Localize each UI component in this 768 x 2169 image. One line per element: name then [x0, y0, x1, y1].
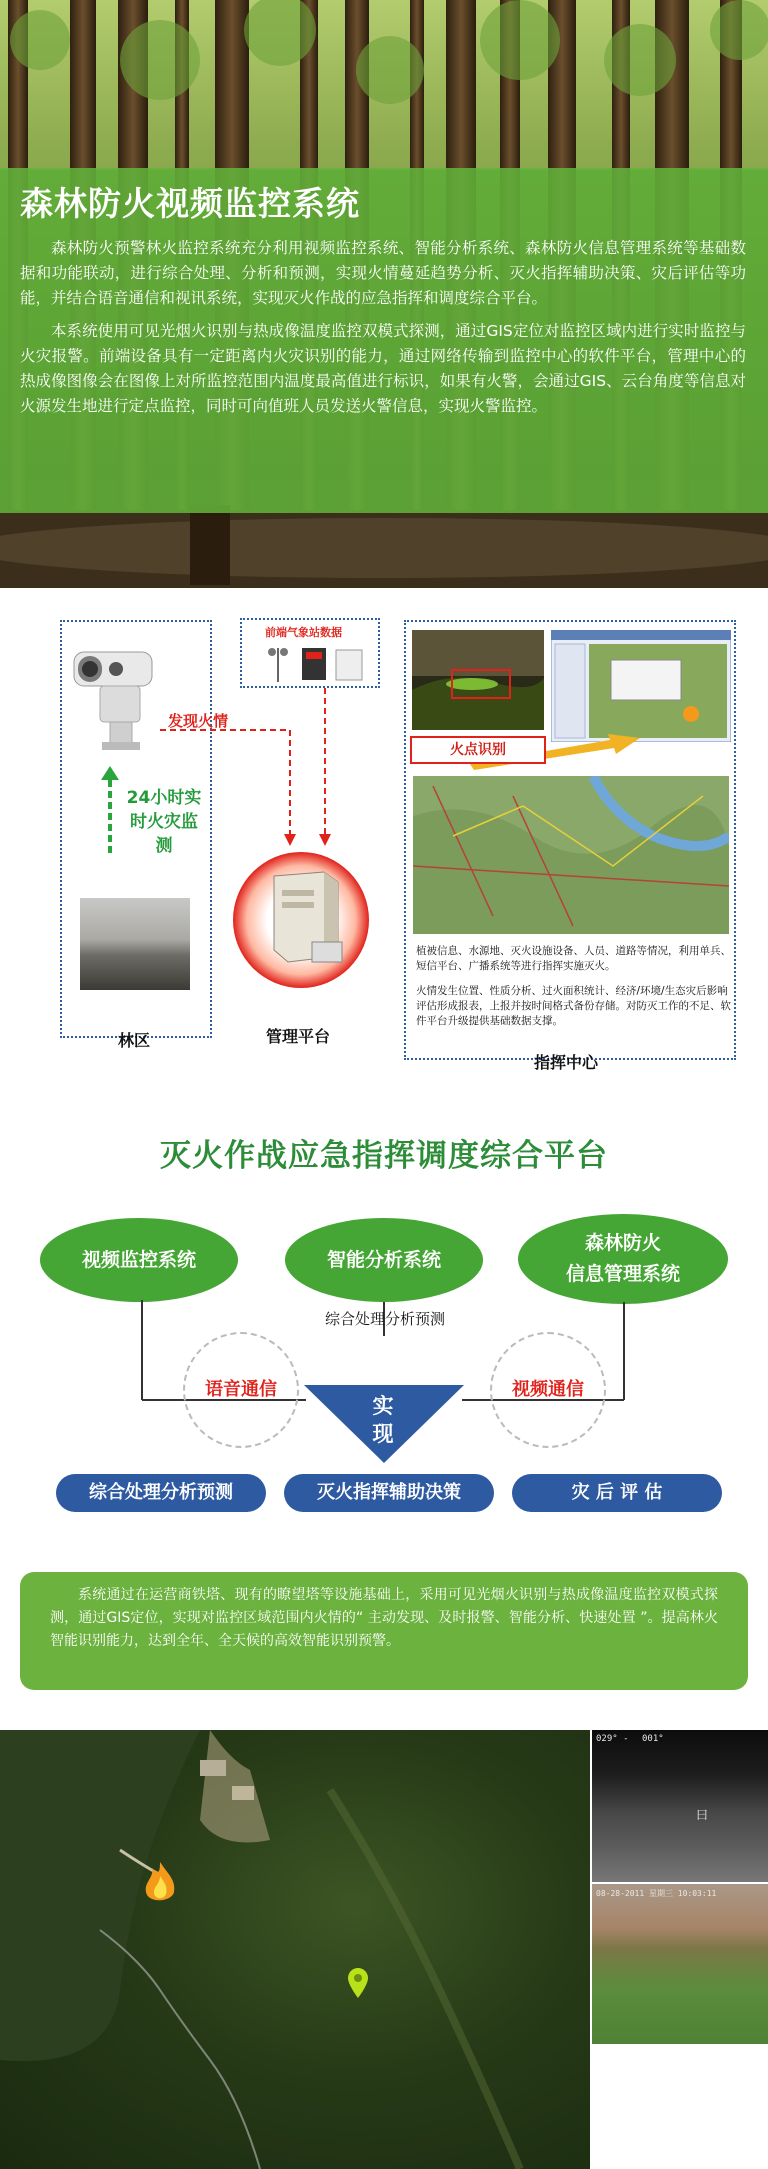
oval-intelligent-analysis: [285, 1218, 483, 1302]
fire-night-photo: [412, 630, 544, 730]
fire-found-label: 发现火情: [168, 712, 229, 730]
intro-paragraph-1: 森林防火预警林火监控系统充分利用视频监控系统、智能分析系统、森林防火信息管理系统等基础数据和功能联动，进行综合处理、分析和预测，实现火情蔓延趋势分析、灭火指挥辅助决策、灾后评估等功能，并结合语音通信和视讯系统，实现灭火作战的应急指挥和调度综合平台。: [20, 239, 746, 307]
forest-label: 林区: [118, 1031, 151, 1050]
weather-station-icon: [258, 642, 368, 684]
output-command-decision: 灭火指挥辅助决策: [284, 1474, 494, 1512]
output-post-disaster-evaluation: 灾 后 评 估: [512, 1474, 722, 1512]
realize-char-2: 现: [372, 1422, 394, 1446]
integrated-analysis-label: 综合处理分析预测: [324, 1310, 445, 1328]
page-title: 森林防火视频监控系统: [20, 184, 360, 223]
software-screenshot: [551, 630, 731, 742]
weather-station-label: 前端气象站数据: [265, 626, 342, 639]
command-center-label: 指挥中心: [534, 1053, 599, 1072]
realize-char-1: 实: [372, 1394, 394, 1418]
summary-box: 系统通过在运营商铁塔、现有的瞭望塔等设施基础上，采用可见光烟火识别与热成像温度监控双模式探测，通过GIS定位，实现对监控区域范围内火情的“ 主动发现、及时报警、智能分析、快速处置 ”。提高林火智能识别能力，达到全年、全天候的高效智能识别预警。: [20, 1572, 748, 1690]
intro-paragraph-2: 本系统使用可见光烟火识别与热成像温度监控双模式探测，通过GIS定位对监控区域内进行实时监控与火灾报警。前端设备具有一定距离内火灾识别的能力，通过网络传输到监控中心的软件平台，管理中心的热成像图像会在图像上对所监控范围内温度最高值进行标识，如果有火警，会通过GIS、云台角度等信息对火源发生地进行定点监控，同时可向值班人员发送火警信息，实现火警监控。: [20, 322, 746, 415]
oval-forest-fire-info: [518, 1214, 728, 1304]
platform-label: 管理平台: [266, 1027, 331, 1046]
voice-communication-label: 语音通信: [183, 1332, 299, 1448]
thermal-osd-angle-left: 029° -: [596, 1734, 629, 1744]
ptz-camera-icon: [70, 642, 170, 754]
aerial-satellite-image: [0, 1730, 590, 2169]
output-integrated-analysis: 综合处理分析预测: [56, 1474, 266, 1512]
video-communication-label: 视频通信: [490, 1332, 606, 1448]
server-icon: [226, 850, 376, 990]
monitor-24h-line-1: 24小时实: [126, 788, 202, 808]
platform-title: 灭火作战应急指挥调度综合平台: [160, 1138, 608, 1174]
oval-intelligent-analysis-label: 智能分析系统: [326, 1249, 441, 1271]
visible-camera-image: [592, 1884, 768, 2044]
visible-osd-timestamp: 08-28-2011 星期三 10:03:11: [596, 1889, 717, 1898]
system-architecture-diagram: [0, 580, 768, 1090]
hero-text-panel: [0, 168, 768, 513]
forest-night-photo: [80, 898, 190, 990]
monitor-24h-line-2: 时火灾监: [130, 812, 198, 832]
oval-forest-fire-info-line-2: 信息管理系统: [565, 1263, 680, 1285]
location-pin-icon: [348, 1968, 368, 1998]
gis-map-image: [413, 776, 729, 934]
monitor-24h-line-3: 测: [155, 836, 173, 856]
satellite-terrain: [0, 1730, 590, 2169]
oval-video-monitoring: [40, 1218, 238, 1302]
hero-banner: [0, 0, 768, 588]
thermal-target-mark: 曰: [696, 1808, 709, 1822]
oval-video-monitoring-label: 视频监控系统: [81, 1249, 196, 1271]
fire-point-label: 火点识别: [410, 736, 546, 764]
command-text-1: 植被信息、水源地、灭火设施设备、人员、道路等情况，利用单兵、短信平台、广播系统等进行指挥实施灭火。: [416, 945, 731, 972]
upward-arrow-icon: [101, 766, 119, 856]
command-text-2: 火情发生位置、性质分析、过火面积统计、经济/环境/生态灾后影响评估形成报表，上报并按时间格式备份存储。对防灭工作的不足、软件平台升级提供基础数据支撑。: [416, 985, 731, 1027]
oval-forest-fire-info-line-1: 森林防火: [584, 1232, 661, 1254]
thermal-camera-image: [592, 1730, 768, 1882]
thermal-osd-angle-right: 001°: [642, 1734, 664, 1744]
blank-panel: [592, 2046, 768, 2169]
alert-arrows-icon: [160, 688, 335, 848]
realize-label: [361, 1392, 405, 1448]
fire-icon: [142, 1862, 178, 1904]
